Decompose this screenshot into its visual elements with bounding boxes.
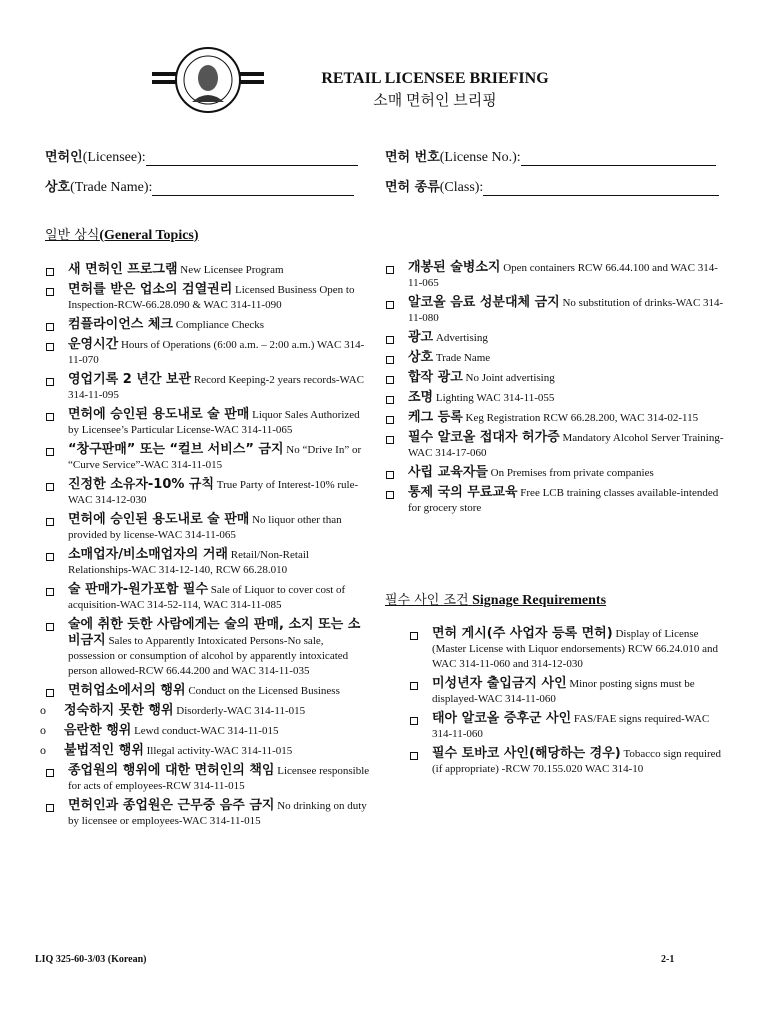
list-item: 통제 국의 무료교육 Free LCB training classes available-intended for grocery store	[380, 485, 728, 516]
general-heading-ko: 일반 상식	[45, 228, 100, 243]
title-en: RETAIL LICENSEE BRIEFING	[321, 70, 549, 87]
list-item: 개봉된 술병소지 Open containers RCW 66.44.100 and WAC 314-11-065	[380, 260, 728, 291]
licensee-label-ko: 면허인	[45, 150, 83, 165]
list-item: “창구판매” 또는 “컬브 서비스” 금지 No “Drive In” or “Curve Service”-WAC 314-11-015	[40, 442, 370, 473]
sub-list-item: o 음란한 행위 Lewd conduct-WAC 314-11-015	[40, 723, 370, 739]
sub-list-item: o 정숙하지 못한 행위 Disorderly-WAC 314-11-015	[40, 703, 370, 719]
licensee-label-en: (Licensee):	[82, 150, 146, 165]
class-label-en: (Class):	[439, 180, 484, 195]
list-item: 사립 교육자들 On Premises from private companies	[380, 465, 728, 481]
signage-heading-ko: 필수 사인 조건	[385, 593, 469, 608]
page-number: 2-1	[661, 954, 675, 965]
class-input-line[interactable]	[483, 181, 719, 196]
list-item: 미성년자 출입금지 사인 Minor posting signs must be displayed-WAC 314-11-060	[404, 676, 730, 707]
class-label-ko: 면허 종류	[385, 180, 440, 195]
list-item: 면허 게시(주 사업자 등록 면허) Display of License (Master License with Liquor endorsements) RCW 66.24.010 and WAC 314-11-060 and 314-12-030	[404, 626, 730, 672]
list-item: 알코올 음료 성분대체 금지 No substitution of drinks-WAC 314-11-080	[380, 295, 728, 326]
trade-name-label-en: (Trade Name):	[70, 180, 153, 195]
signage-heading	[385, 589, 606, 609]
conduct-sub-list	[40, 703, 370, 759]
list-item: 케그 등록 Keg Registration RCW 66.28.200, WAC 314-02-115	[380, 410, 728, 426]
general-heading-en: (General Topics)	[99, 228, 199, 243]
list-item: 면허를 받은 업소의 검열권리 Licensed Business Open to Inspection-RCW-66.28.090 & WAC 314-11-090	[40, 282, 370, 313]
list-item: 술에 취한 듯한 사람에게는 술의 판매, 소지 또는 소비금지 Sales to Apparently Intoxicated Persons-No sale, possession or consumption of alcohol by apparently intoxicated person allowed-RCW 66.44.200 and WAC 314-11-035	[40, 617, 370, 679]
list-item: 운영시간 Hours of Operations (6:00 a.m. – 2:00 a.m.) WAC 314-11-070	[40, 337, 370, 368]
licensee-input-line[interactable]	[146, 151, 358, 166]
class-field[interactable]	[385, 176, 719, 196]
trade-name-field[interactable]	[45, 176, 354, 196]
list-item: 컴플라이언스 체크 Compliance Checks	[40, 317, 370, 333]
page-title	[300, 69, 570, 111]
list-item: 술 판매가-원가포함 필수 Sale of Liquor to cover cost of acquisition-WAC 314-52-114, WAC 314-11-085	[40, 582, 370, 613]
general-left-list-after	[40, 763, 370, 829]
title-ko: 소매 면허인 브리핑	[373, 93, 497, 109]
list-item: 소매업자/비소매업자의 거래 Retail/Non-Retail Relationships-WAC 314-12-140, RCW 66.28.010	[40, 547, 370, 578]
list-item: 상호 Trade Name	[380, 350, 728, 366]
list-item: 면허에 승인된 용도내로 술 판매 Liquor Sales Authorized by Licensee’s Particular License-WAC 314-11-065	[40, 407, 370, 438]
general-topics-heading	[45, 224, 199, 244]
list-item: 필수 알코올 접대자 허가증 Mandatory Alcohol Server Training-WAC 314-17-060	[380, 430, 728, 461]
list-item: 광고 Advertising	[380, 330, 728, 346]
license-no-label-en: (License No.):	[439, 150, 521, 165]
general-right-column	[380, 260, 728, 520]
list-item: 태아 알코올 증후군 사인 FAS/FAE signs required-WAC 314-11-060	[404, 711, 730, 742]
trade-name-label-ko: 상호	[45, 180, 71, 195]
form-id: LIQ 325-60-3/03 (Korean)	[35, 954, 147, 965]
list-item: 면허에 승인된 용도내로 술 판매 No liquor other than provided by license-WAC 314-11-065	[40, 512, 370, 543]
list-item: 조명 Lighting WAC 314-11-055	[380, 390, 728, 406]
list-item: 종업원의 행위에 대한 면허인의 책임 Licensee responsible for acts of employees-RCW 314-11-015	[40, 763, 370, 794]
general-left-column	[40, 262, 370, 833]
list-item: 합작 광고 No Joint advertising	[380, 370, 728, 386]
licensee-field[interactable]	[45, 146, 358, 166]
trade-name-input-line[interactable]	[152, 181, 354, 196]
list-item: 진정한 소유자-10% 규칙 True Party of Interest-10% rule-WAC 314-12-030	[40, 477, 370, 508]
general-left-list	[40, 262, 370, 699]
signage-column	[404, 626, 730, 781]
general-right-list	[380, 260, 728, 516]
signage-heading-en: Signage Requirements	[472, 593, 607, 608]
list-item: 면허업소에서의 행위 Conduct on the Licensed Business	[40, 683, 370, 699]
list-item: 면허인과 종업원은 근무중 음주 금지 No drinking on duty by licensee or employees-WAC 314-11-015	[40, 798, 370, 829]
lcb-seal-logo	[152, 46, 264, 114]
license-no-field[interactable]	[385, 146, 716, 166]
list-item: 필수 토바코 사인(해당하는 경우) Tobacco sign required (if appropriate) -RCW 70.155.020 WAC 314-10	[404, 746, 730, 777]
sub-list-item: o 불법적인 행위 Illegal activity-WAC 314-11-015	[40, 743, 370, 759]
list-item: 새 면허인 프로그램 New Licensee Program	[40, 262, 370, 278]
signage-list	[404, 626, 730, 777]
license-no-label-ko: 면허 번호	[385, 150, 440, 165]
license-no-input-line[interactable]	[521, 151, 716, 166]
list-item: 영업기록 2 년간 보관 Record Keeping-2 years records-WAC 314-11-095	[40, 372, 370, 403]
